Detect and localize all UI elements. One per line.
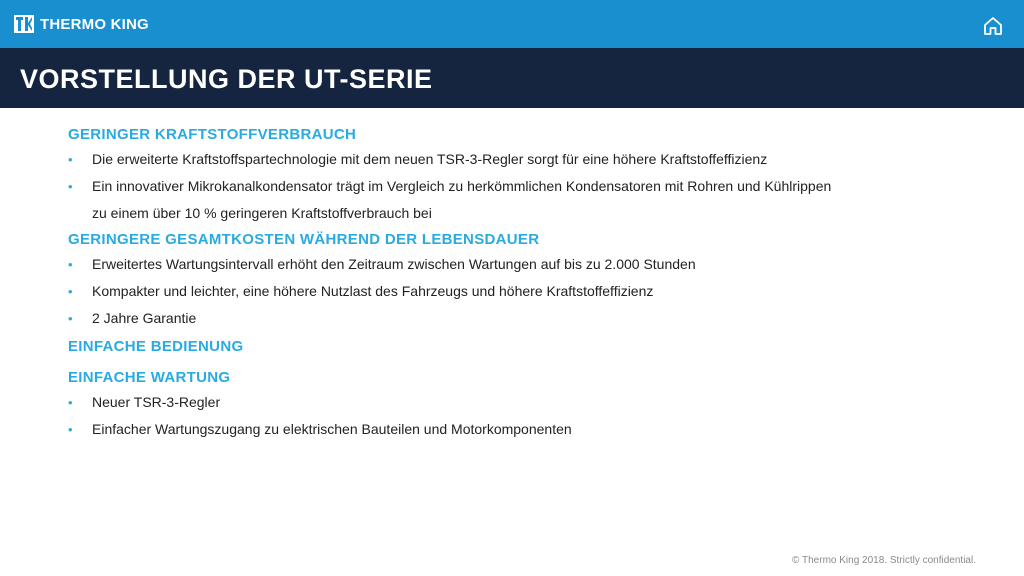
page-title: VORSTELLUNG DER UT-SERIE bbox=[20, 64, 433, 94]
section-easy-operation bbox=[68, 336, 968, 358]
brand-logo-text: THERMO KING bbox=[40, 15, 149, 33]
bullet-list bbox=[68, 146, 968, 227]
bullet-item: • Die erweiterte Kraftstoffspartechnologie mit dem neuen TSR-3-Regler sorgt für eine höhere Kraftstoffeffizienz bbox=[68, 146, 968, 173]
footer-copyright: © Thermo King 2018. Strictly confidential. bbox=[792, 555, 976, 566]
content-area bbox=[68, 124, 968, 445]
top-bar bbox=[0, 0, 1024, 48]
bullet-item: • 2 Jahre Garantie bbox=[68, 305, 968, 332]
bullet-item: • Einfacher Wartungszugang zu elektrischen Bauteilen und Motorkomponenten bbox=[68, 416, 968, 443]
home-icon[interactable] bbox=[982, 15, 1004, 37]
section-total-costs bbox=[68, 229, 968, 332]
bullet-item-continuation: zu einem über 10 % geringeren Kraftstoffverbrauch bei bbox=[92, 205, 432, 221]
bullet-list bbox=[68, 251, 968, 332]
section-heading: EINFACHE WARTUNG bbox=[68, 369, 231, 386]
section-heading: GERINGERE GESAMTKOSTEN WÄHREND DER LEBENSDAUER bbox=[68, 231, 540, 248]
section-heading: EINFACHE BEDIENUNG bbox=[68, 338, 244, 355]
section-easy-maintenance bbox=[68, 367, 968, 443]
section-fuel-consumption bbox=[68, 124, 968, 227]
bullet-item: • Ein innovativer Mikrokanalkondensator trägt im Vergleich zu herkömmlichen Kondensatoren mit Rohren und Kühlrippen bbox=[68, 173, 968, 200]
section-heading: GERINGER KRAFTSTOFFVERBRAUCH bbox=[68, 126, 357, 143]
brand-logo bbox=[14, 15, 149, 33]
bullet-item: • Neuer TSR-3-Regler bbox=[68, 389, 968, 416]
bullet-item: • Kompakter und leichter, eine höhere Nutzlast des Fahrzeugs und höhere Kraftstoffeffizienz bbox=[68, 278, 968, 305]
bullet-item: • Erweitertes Wartungsintervall erhöht den Zeitraum zwischen Wartungen auf bis zu 2.000 Stunden bbox=[68, 251, 968, 278]
bullet-list bbox=[68, 389, 968, 443]
thermo-king-logo-icon bbox=[14, 15, 34, 33]
